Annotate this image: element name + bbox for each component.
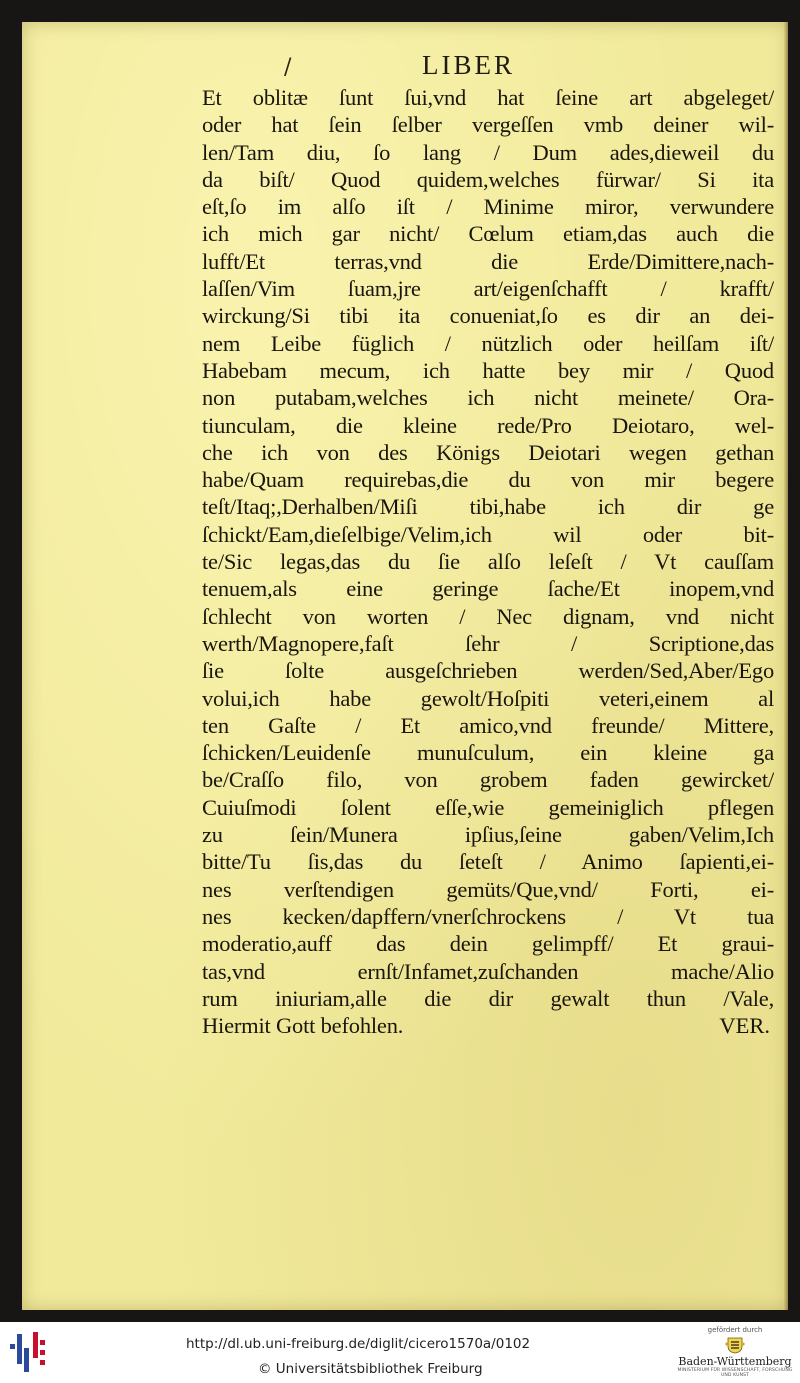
page-text-block [202,84,774,1039]
sponsor-name: Baden-Württemberg [678,1355,792,1368]
text-line: wirckung/Si tibi ita conueniat,ſo es dir an dei- [202,303,774,329]
text-line: Hiermit Gott befohlen. [202,1013,404,1039]
text-line: eſt,ſo im alſo iſt / Minime miror, verwundere [202,194,774,220]
page-header [22,47,788,87]
text-line: habe/Quam requirebas,die du von mir begere [202,467,774,493]
viewer-footer [0,1322,800,1383]
text-line: moderatio,auff das dein gelimpff/ Et graui- [202,931,774,957]
text-line: non putabam,welches ich nicht meinete/ Ora- [202,385,774,411]
sponsor-caption: gefördert durch [707,1326,763,1334]
text-line: bitte/Tu ſis,das du ſeteſt / Animo ſapienti,ei- [202,849,774,875]
text-line: nes kecken/dapffern/vnerſchrockens / Vt tua [202,903,774,929]
ub-freiburg-logo-icon [8,1330,54,1374]
text-line: werth/Magnopere,faſt ſehr / Scriptione,das [202,630,774,656]
text-line: tiunculam, die kleine rede/Pro Deiotaro, wel- [202,412,774,438]
running-head: LIBER [422,50,515,80]
text-line: da biſt/ Quod quidem,welches fürwar/ Si ita [202,166,774,192]
text-line: laſſen/Vim ſuam,jre art/eigenſchafft / krafft/ [202,276,774,302]
text-line: nem Leibe füglich / nützlich oder heilſam iſt/ [202,330,774,356]
text-line: che ich von des Königs Deiotari wegen gethan [202,439,774,465]
book-page [22,22,788,1310]
sponsor-ministry: MINISTERIUM FÜR WISSENSCHAFT, FORSCHUNG UND KUNST [677,1368,793,1378]
text-line: lufft/Et terras,vnd die Erde/Dimittere,nach- [202,248,774,274]
baden-wuerttemberg-crest-icon [725,1336,745,1354]
text-line: be/Craſſo filo, von grobem faden gewircket/ [202,767,774,793]
text-line: zu ſein/Munera ipſius,ſeine gaben/Velim,Ich [202,822,774,848]
text-line: tenuem,als eine geringe ſache/Et inopem,vnd [202,576,774,602]
text-line: Habebam mecum, ich hatte bey mir / Quod [202,357,774,383]
copyright-notice: © Universitätsbibliothek Freiburg [258,1361,483,1377]
text-line: len/Tam diu, ſo lang / Dum ades,dieweil du [202,139,774,165]
text-line: ſchicken/Leuidenſe munuſculum, ein kleine ga [202,740,774,766]
text-line: ich mich gar nicht/ Cœlum etiam,das auch die [202,221,774,247]
text-line: ſchlecht von worten / Nec dignam, vnd nicht [202,603,774,629]
text-line: ten Gaſte / Et amico,vnd freunde/ Mittere, [202,712,774,738]
text-line: te/Sic legas,das du ſie alſo leſeſt / Vt cauſſam [202,549,774,575]
text-line: ſie ſolte ausgeſchrieben werden/Sed,Aber/Ego [202,658,774,684]
text-line: tas,vnd ernſt/Infamet,zuſchanden mache/Alio [202,958,774,984]
signature-mark: / [284,55,292,80]
text-line: Et oblitæ ſunt ſui,vnd hat ſeine art abgeleget/ [202,85,774,110]
text-line: Cuiuſmodi ſolent eſſe,wie gemeiniglich pflegen [202,794,774,820]
catchword: VER. [719,1013,770,1039]
page-url-link[interactable]: http://dl.ub.uni-freiburg.de/diglit/cicero1570a/0102 [186,1336,531,1352]
text-line: nes verſtendigen gemüts/Que,vnd/ Forti, ei- [202,876,774,902]
text-line: oder hat ſein ſelber vergeſſen vmb deiner wil- [202,112,774,138]
text-line: volui,ich habe gewolt/Hoſpiti veteri,einem al [202,685,774,711]
text-line: rum iniuriam,alle die dir gewalt thun /Vale, [202,985,774,1011]
text-line: teſt/Itaq;,Derhalben/Miſi tibi,habe ich dir ge [202,494,774,520]
text-line: ſchickt/Eam,dieſelbige/Velim,ich wil oder bit- [202,521,774,547]
sponsor-block [676,1326,794,1380]
